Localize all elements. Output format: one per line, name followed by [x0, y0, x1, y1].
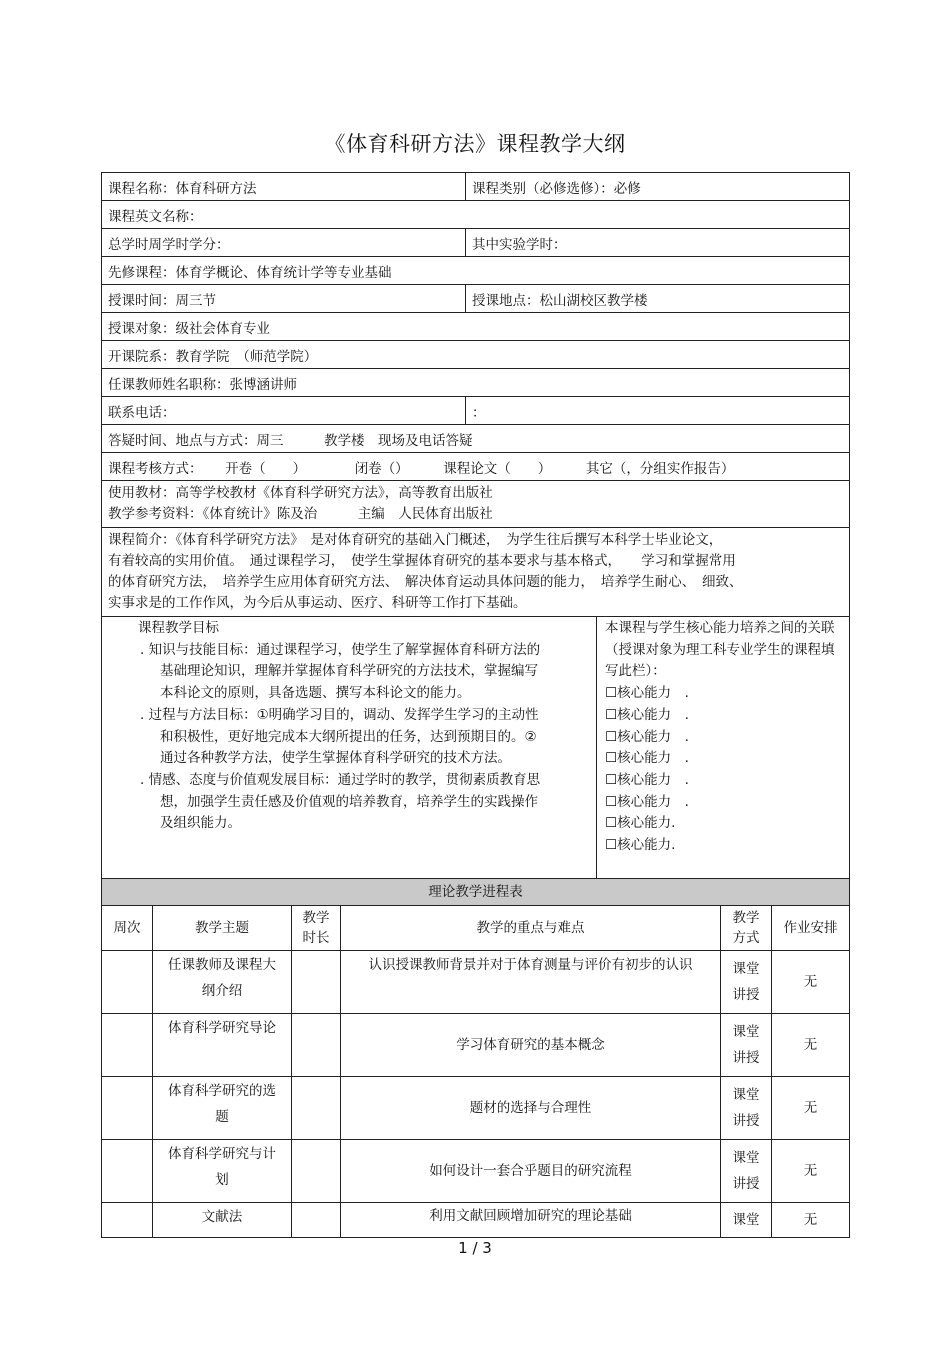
row-exam	[102, 453, 850, 481]
intro-line: 实事求是的工作作风，为今后从事运动、医疗、科研等工作打下基础。	[108, 595, 527, 611]
core-ability-item: ☐核心能力 .	[605, 793, 689, 810]
intro-line: 课程简介：《体育科学研究方法》 是对体育研究的基础入门概述， 为学生往后撰写本科学士毕业论文，	[108, 532, 723, 548]
header-week: 周次	[102, 906, 153, 951]
focus-cell: 认识授课教师背景并对于体育测量与评价有初步的认识	[341, 951, 721, 1014]
course-name-cell: 课程名称：体育科研方法	[102, 173, 466, 201]
focus-cell: 如何设计一套合乎题目的研究流程	[341, 1140, 721, 1203]
method-cell: 课堂讲授	[721, 1140, 772, 1203]
row-materials	[102, 481, 850, 528]
row-prerequisites	[102, 257, 850, 285]
method-cell: 课堂讲授	[721, 1077, 772, 1140]
method-cell: 课堂	[721, 1203, 772, 1238]
english-name-cell: 课程英文名称：	[102, 201, 850, 229]
hours-cell	[292, 1014, 341, 1077]
topic-cell: 文献法	[153, 1203, 292, 1238]
row-hours	[102, 229, 850, 257]
location-cell: 授课地点：松山湖校区教学楼	[466, 285, 850, 313]
intro-line: 的体育研究方法， 培养学生应用体育研究方法、 解决体育运动具体问题的能力， 培养学生耐心、 细致、	[108, 574, 743, 590]
document-title: 《体育科研方法》课程教学大纲	[324, 132, 626, 156]
goal-item: . 情感、态度与价值观发展目标：通过学时的教学，贯彻素质教育思想，加强学生责任感及价值观的培养教育，培养学生的实践操作及组织能力。	[140, 771, 541, 832]
goal-item: . 知识与技能目标：通过课程学习，使学生了解掌握体育科研方法的基础理论知识，理解并掌握体育科学研究的方法技术，掌握编写本科论文的原则，具备选题、撰写本科论文的能力。	[140, 641, 541, 702]
page-number: 1 / 3	[458, 1239, 492, 1257]
hours-cell	[292, 1140, 341, 1203]
course-category-cell: 课程类别（必修选修）：必修	[466, 173, 850, 201]
schedule-section-row	[102, 879, 850, 906]
exam-cell	[102, 453, 850, 481]
audience-cell: 授课对象：级社会体育专业	[102, 313, 850, 341]
week-cell	[102, 1203, 153, 1238]
homework-cell: 无	[772, 951, 850, 1014]
header-hours: 教学时长	[292, 906, 341, 951]
table-row	[102, 951, 850, 1014]
exam-paper: 课程论文（ ）	[443, 460, 552, 477]
core-ability-item: ☐核心能力 .	[605, 706, 689, 723]
row-department	[102, 341, 850, 369]
row-audience	[102, 313, 850, 341]
schedule-section-title: 理论教学进程表	[102, 879, 850, 906]
phone-cell: 联系电话：	[102, 397, 466, 425]
core-ability-item: ☐核心能力 .	[605, 750, 689, 767]
exam-closed: 闭卷（）	[354, 460, 409, 477]
week-cell	[102, 951, 153, 1014]
row-goals	[102, 617, 850, 879]
homework-cell: 无	[772, 1140, 850, 1203]
goals-table	[101, 616, 850, 879]
table-row	[102, 1140, 850, 1203]
header-method: 教学方式	[721, 906, 772, 951]
core-ability-item: ☐核心能力.	[605, 837, 676, 854]
row-teacher	[102, 369, 850, 397]
header-topic: 教学主题	[153, 906, 292, 951]
schedule-table	[101, 878, 850, 1238]
goals-heading: 课程教学目标	[138, 620, 219, 636]
hours-cell	[292, 1203, 341, 1238]
teacher-cell: 任课教师姓名职称：张博涵讲师	[102, 369, 850, 397]
materials-cell	[102, 481, 850, 528]
header-focus: 教学的重点与难点	[341, 906, 721, 951]
prerequisites-cell: 先修课程：体育学概论、体育统计学等专业基础	[102, 257, 850, 285]
lab-hours-cell: 其中实验学时：	[466, 229, 850, 257]
focus-cell: 利用文献回顾增加研究的理论基础	[341, 1203, 721, 1238]
header-homework: 作业安排	[772, 906, 850, 951]
syllabus-sheet	[101, 172, 849, 1238]
topic-cell: 体育科学研究与计划	[153, 1140, 292, 1203]
core-ability-item: ☐核心能力 .	[605, 685, 689, 702]
table-row	[102, 1077, 850, 1140]
row-time-location	[102, 285, 850, 313]
method-cell: 课堂讲授	[721, 951, 772, 1014]
exam-open: 开卷（ ）	[225, 460, 307, 477]
table-row	[102, 1203, 850, 1238]
topic-cell: 任课教师及课程大纲介绍	[153, 951, 292, 1014]
schedule-header-row	[102, 906, 850, 951]
hours-cell	[292, 951, 341, 1014]
goals-cell	[102, 617, 597, 879]
core-ability-item: ☐核心能力 .	[605, 728, 689, 745]
row-contact	[102, 397, 850, 425]
time-cell: 授课时间：周三节	[102, 285, 466, 313]
row-english-name	[102, 201, 850, 229]
intro-line: 有着较高的实用价值。 通过课程学习， 使学生掌握体育研究的基本要求与基本格式， 学习和掌握常用	[108, 553, 736, 569]
topic-cell: 体育科学研究的选题	[153, 1077, 292, 1140]
topic-cell: 体育科学研究导论	[153, 1014, 292, 1077]
homework-cell: 无	[772, 1014, 850, 1077]
exam-label: 课程考核方式：	[108, 460, 203, 477]
week-cell	[102, 1014, 153, 1077]
relation-heading: 本课程与学生核心能力培养之间的关联（授课对象为理工科专业学生的课程填写此栏）：	[605, 620, 835, 680]
reference-line: 教学参考资料：《体育统计》陈及治 主编 人民体育出版社	[108, 506, 493, 522]
core-ability-item: ☐核心能力 .	[605, 771, 689, 788]
hours-credits-cell: 总学时周学时学分：	[102, 229, 466, 257]
intro-cell	[102, 528, 850, 617]
email-cell: ：	[466, 397, 850, 425]
row-course-name	[102, 173, 850, 201]
textbook-line: 使用教材：高等学校教材《体育科学研究方法》，高等教育出版社	[108, 485, 493, 501]
week-cell	[102, 1140, 153, 1203]
core-ability-cell	[597, 617, 850, 879]
course-info-table	[101, 172, 850, 617]
week-cell	[102, 1077, 153, 1140]
qa-cell: 答疑时间、地点与方式：周三 教学楼 现场及电话答疑	[102, 425, 850, 453]
core-ability-item: ☐核心能力.	[605, 815, 676, 832]
method-cell: 课堂讲授	[721, 1014, 772, 1077]
row-qa	[102, 425, 850, 453]
exam-other: 其它（，分组实作报告）	[585, 460, 735, 477]
table-row	[102, 1014, 850, 1077]
homework-cell: 无	[772, 1203, 850, 1238]
focus-cell: 学习体育研究的基本概念	[341, 1014, 721, 1077]
focus-cell: 题材的选择与合理性	[341, 1077, 721, 1140]
homework-cell: 无	[772, 1077, 850, 1140]
hours-cell	[292, 1077, 341, 1140]
goal-item: . 过程与方法目标：①明确学习目的，调动、发挥学生学习的主动性和积极性，更好地完成本大纲所提出的任务，达到预期目的。②通过各种教学方法，使学生掌握体育科学研究的技术方法。	[140, 706, 539, 767]
department-cell: 开课院系：教育学院 （师范学院）	[102, 341, 850, 369]
row-intro	[102, 528, 850, 617]
